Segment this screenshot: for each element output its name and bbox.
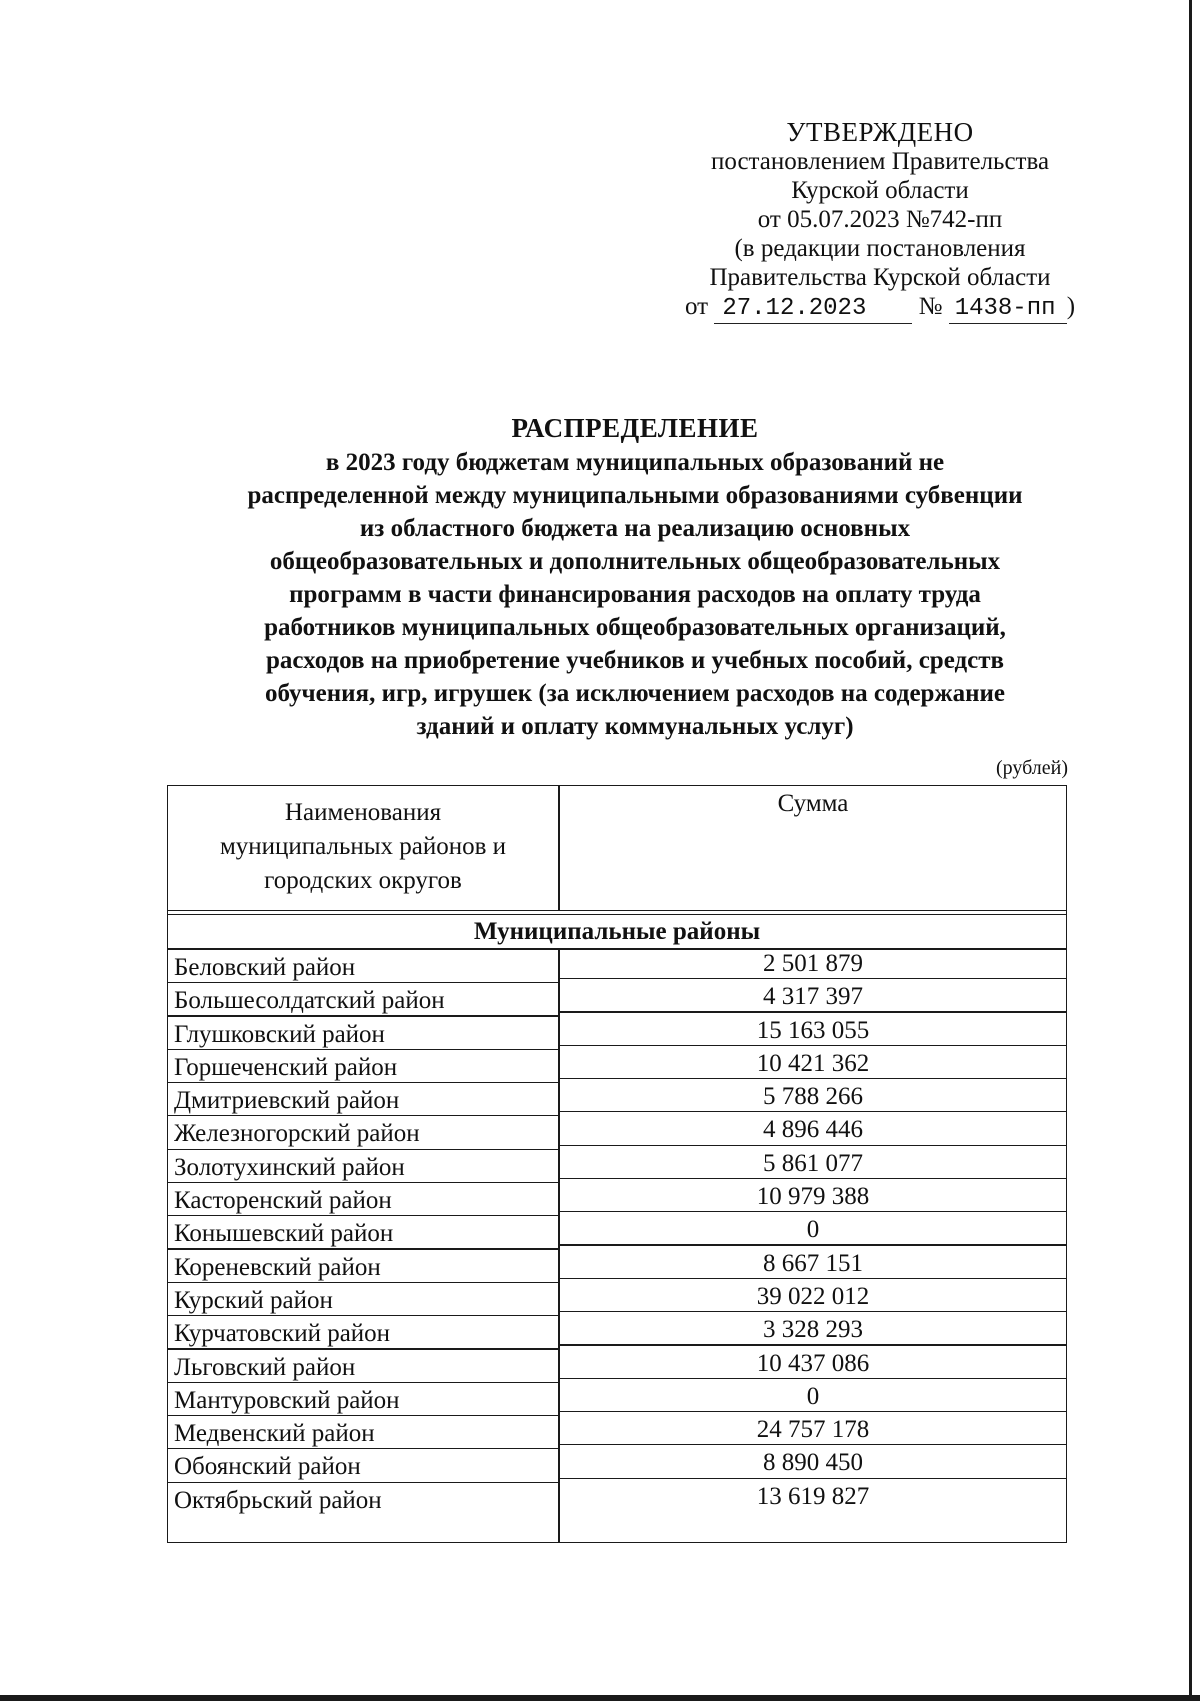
row-rule [560, 1278, 1066, 1279]
approval-line-5: Правительства Курской области [709, 264, 1051, 291]
district-amount: 8 667 151 [763, 1249, 863, 1277]
row-rule [560, 1011, 1066, 1012]
scan-edge-bottom [0, 1695, 1200, 1701]
header-name-cell [168, 796, 558, 898]
title-line: работников муниципальных общеобразовательных организаций, [264, 614, 1006, 641]
header-name-line: муниципальных районов и [219, 833, 507, 860]
row-rule [560, 1344, 1066, 1345]
header-sum-cell: Сумма [777, 790, 849, 817]
row-rule [560, 1078, 1066, 1079]
header-name-line: Наименования [284, 799, 442, 826]
table-row [168, 1350, 1066, 1383]
approval-line-4: (в редакции постановления [734, 235, 1026, 262]
amendment-number-label: № [918, 293, 943, 320]
table-row [168, 1083, 1066, 1116]
document-title [150, 412, 1120, 743]
district-name: Глушковский район [174, 1020, 385, 1048]
title-line: из областного бюджета на реализацию основных [359, 515, 911, 542]
district-amount: 4 317 397 [763, 983, 863, 1011]
district-name: Курский район [174, 1286, 333, 1314]
district-amount: 13 619 827 [756, 1482, 870, 1510]
district-name: Беловский район [174, 954, 356, 981]
district-amount: 2 501 879 [763, 950, 863, 977]
district-name: Мантуровский район [174, 1386, 400, 1414]
title-line: зданий и оплату коммунальных услуг) [416, 713, 854, 740]
row-rule [560, 1411, 1066, 1412]
table-row [168, 983, 1066, 1016]
district-amount: 0 [806, 1382, 820, 1410]
row-rule [560, 978, 1066, 979]
row-rule [560, 1111, 1066, 1112]
approval-line-2: Курской области [791, 177, 969, 204]
row-rule [560, 1311, 1066, 1312]
district-name: Конышевский район [174, 1220, 394, 1248]
district-amount: 10 421 362 [756, 1049, 870, 1077]
approval-heading: УТВЕРЖДЕНО [786, 117, 974, 147]
district-name: Курчатовский район [174, 1320, 391, 1348]
row-rule [560, 1478, 1066, 1479]
row-rule [560, 1178, 1066, 1179]
header-name-line: городских округов [264, 867, 462, 894]
title-line: в 2023 году бюджетам муниципальных образований не [325, 449, 945, 476]
section-title-municipal-districts: Муниципальные районы [473, 918, 761, 945]
table-row [168, 1216, 1066, 1249]
district-name: Медвенский район [174, 1420, 375, 1448]
title-line: расходов на приобретение учебников и учебных пособий, средств [265, 647, 1004, 674]
district-amount: 10 437 086 [756, 1349, 870, 1377]
district-name: Большесолдатский район [174, 987, 445, 1015]
table-row [168, 1183, 1066, 1216]
title-line: обучения, игр, игрушек (за исключением расходов на содержание [265, 680, 1005, 707]
table-row [168, 1416, 1066, 1449]
title-line: распределенной между муниципальными образованиями субвенции [247, 482, 1023, 509]
approval-line-3: от 05.07.2023 №742-пп [757, 206, 1003, 233]
table-rows [168, 950, 1066, 1516]
approval-amendment-line [640, 292, 1120, 324]
table-row [168, 1483, 1066, 1516]
header-separator [168, 910, 1066, 915]
title-line: программ в части финансирования расходов на оплату труда [289, 581, 981, 608]
row-rule [560, 1045, 1066, 1046]
row-rule [560, 1378, 1066, 1379]
district-amount: 4 896 446 [763, 1116, 863, 1144]
district-name: Касторенский район [174, 1187, 392, 1215]
table-row [168, 1150, 1066, 1183]
table-row [168, 1017, 1066, 1050]
row-rule [560, 1145, 1066, 1146]
row-rule [560, 1444, 1066, 1445]
approval-block [640, 118, 1120, 324]
district-amount: 3 328 293 [763, 1316, 863, 1344]
district-name: Кореневский район [174, 1253, 381, 1281]
table-row [168, 1250, 1066, 1283]
district-amount: 10 979 388 [756, 1183, 870, 1211]
row-rule [560, 1211, 1066, 1212]
distribution-table [167, 785, 1067, 1543]
table-row [168, 1449, 1066, 1482]
district-name: Дмитриевский район [174, 1087, 400, 1115]
district-name: Железногорский район [174, 1120, 420, 1148]
table-row [168, 950, 1066, 983]
table-row [168, 1116, 1066, 1149]
district-amount: 5 788 266 [763, 1083, 863, 1111]
table-row [168, 1316, 1066, 1349]
district-name: Октябрьский район [174, 1486, 382, 1514]
table-row [168, 1383, 1066, 1416]
units-label: (рублей) [995, 757, 1068, 779]
district-amount: 5 861 077 [763, 1149, 863, 1177]
title-heading: РАСПРЕДЕЛЕНИЕ [511, 413, 759, 443]
district-name: Льговский район [174, 1353, 356, 1381]
district-name: Золотухинский район [174, 1153, 405, 1181]
scan-edge-right [1189, 0, 1192, 1701]
district-amount: 24 757 178 [756, 1416, 870, 1444]
approval-line-1: постановлением Правительства [710, 148, 1050, 175]
district-amount: 39 022 012 [756, 1282, 870, 1310]
title-line: общеобразовательных и дополнительных общеобразовательных [269, 548, 1001, 575]
amendment-from-label: от [684, 293, 709, 320]
district-name: Горшеченский район [174, 1053, 398, 1081]
row-rule [560, 1244, 1066, 1245]
district-amount: 15 163 055 [756, 1016, 870, 1044]
amendment-date: 27.12.2023 [714, 294, 912, 324]
table-row [168, 1050, 1066, 1083]
table-row [168, 1283, 1066, 1316]
amendment-number: 1438-пп [949, 294, 1067, 324]
amendment-close-paren: ) [1066, 293, 1076, 320]
district-amount: 0 [806, 1216, 820, 1244]
district-amount: 8 890 450 [763, 1449, 863, 1477]
district-name: Обоянский район [174, 1453, 361, 1481]
